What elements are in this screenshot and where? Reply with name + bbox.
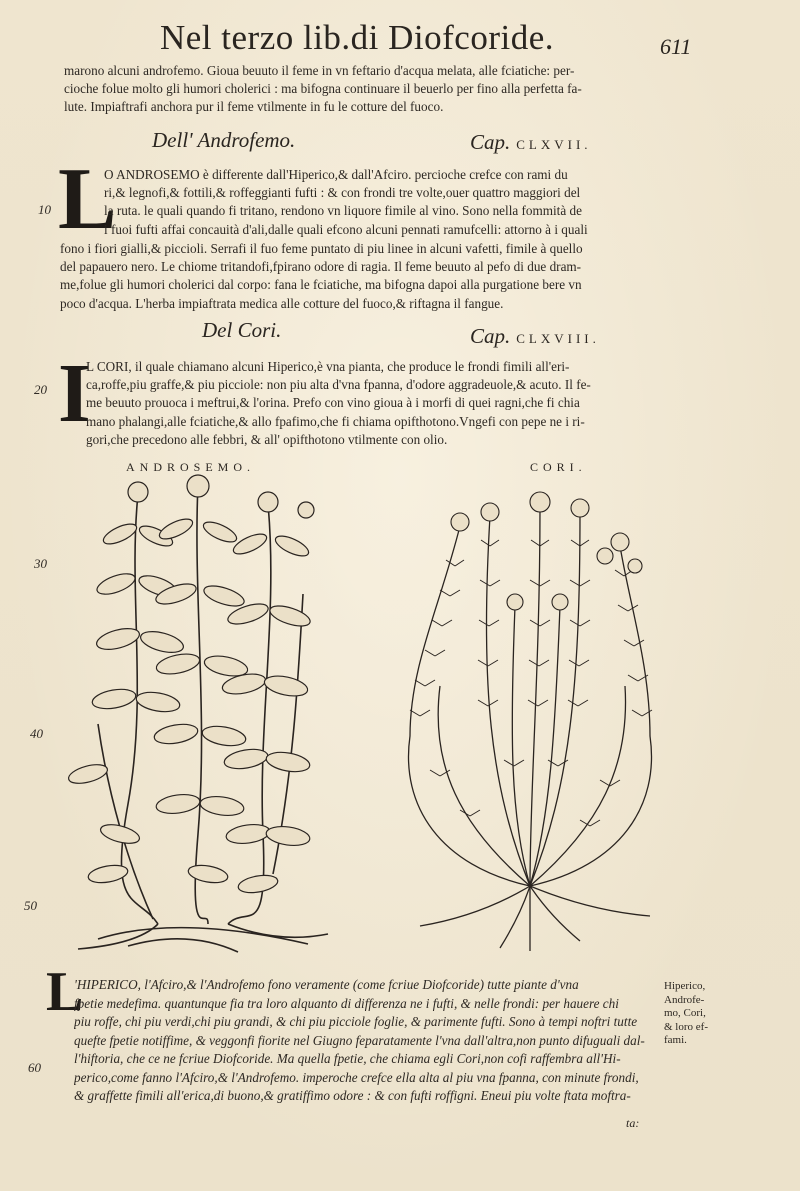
text-line: fono i fiori gialli,& piccioli. Serrafi il fuo feme puntato di piu linee in alcuni vafetti, fimile à quello	[60, 241, 583, 256]
chapter1-body-bottom	[60, 240, 684, 313]
chapter1-body-top	[104, 166, 684, 239]
text-line: L CORI, il quale chiamano alcuni Hiperico,è vna pianta, che produce le frondi fimili all'eri-	[86, 359, 570, 374]
sidenote-line: Androfe-	[664, 993, 705, 1006]
text-line: 'HIPERICO, l'Afciro,& l'Androfemo fono veramente (come fcriue Diofcoride) tutte piante d'vna	[74, 977, 579, 992]
text-line: me beuuto prouoca i meftrui,& l'orina. Prefo con vino gioua à i morfi di quei ragni,che fi chia	[86, 395, 580, 411]
sidenote-line: mo, Cori,	[664, 1007, 706, 1019]
cori-woodcut-illustration	[380, 486, 680, 956]
dropcap-commentary: L	[46, 961, 84, 1023]
cap-label: Cap.	[470, 130, 511, 154]
chapter-number-cori	[470, 324, 600, 349]
text-line: quefte fpetie notiffime, & veggonfi fiorite nel Giugno feparatamente l'vna dall'altra,non punto difuguali dal-	[74, 1032, 645, 1048]
margin-number: 20	[34, 382, 47, 397]
cap-roman: CLXVIII.	[516, 331, 600, 346]
margin-number: 10	[38, 202, 51, 217]
running-head: Nel terzo lib.di Diofcoride.	[160, 18, 555, 57]
chapter2-body	[86, 358, 684, 449]
text-line: cioche folue molto gli humori cholerici : ma bifogna continuare il beuerlo per fino alla perfetta fa-	[64, 81, 582, 97]
text-line: ca,roffe,piu graffe,& piu picciole: non piu alta d'vna fpanna, d'odore aggradeuole,& acuto. Il fe-	[86, 377, 591, 393]
text-line: perico,come fanno l'Afciro,& l'Androfemo. imperoche crefce ella alta al piu vna fpanna, con minute frondi,	[74, 1069, 639, 1085]
text-line: me,folue gli humori cholerici dal corpo: fana le fciatiche, ma bifogna dapoi alla purgatione bere vn	[60, 277, 582, 293]
text-line: mano phalangi,alle fciatiche,& allo fpafimo,che fi chiama opifthotono.Vngefi con pepe ne i ri-	[86, 413, 585, 429]
intro-paragraph	[64, 62, 686, 117]
sidenote-line: fami.	[664, 1034, 687, 1046]
text-line: l'hiftoria, che ce ne fcriue Diofcoride. Ma quella fpetie, che chiama egli Cori,non cofi raffembra all'Hi-	[74, 1051, 621, 1066]
sidenote-line: & loro ef-	[664, 1020, 708, 1033]
margin-number: 60	[28, 1060, 41, 1075]
text-line: del papauero nero. Le chiome tritandofi,fpirano odore di ragia. Il feme beuuto al pefo di due dram-	[60, 259, 582, 275]
dropcap-l: L	[58, 151, 117, 248]
folio-number: 611	[660, 34, 692, 59]
margin-number: 40	[30, 726, 43, 741]
text-line: O ANDROSEMO è differente dall'Hiperico,& dall'Afciro. percioche crefce con rami du	[104, 167, 568, 182]
text-line: gori,che precedono alle febbri, & all' opifthotono vtilmente con olio.	[86, 431, 448, 447]
cap-roman: CLXVII.	[516, 137, 592, 152]
chapter-title-cori: Del Cori.	[202, 318, 282, 342]
text-line: poco d'acqua. L'herba impiaftrata medica alle cotture del fuoco,& riftagna il fangue.	[60, 295, 504, 311]
text-line: piu roffe, chi piu verdi,chi piu grandi, & chi piu picciole foglie, & parimente fufti. Sono à tempi noftri tutte	[74, 1014, 638, 1029]
text-line: fpetie medefima. quantunque fia tra loro alquanto di differenza ne i fufti, & nelle frondi: per hauere chi	[74, 995, 619, 1011]
text-line: marono alcuni androfemo. Gioua beuuto il feme in vn feftario d'acqua melata, alle fciatiche: per-	[64, 63, 575, 78]
cap-label: Cap.	[470, 324, 511, 348]
dropcap-i: I	[58, 347, 91, 440]
androsemo-woodcut-illustration	[58, 474, 348, 964]
text-line: & graffette fimili all'erica,di buono,& gratiffimo odore : & con fufti roffigni. Eneui piu volte ftata moftra-	[74, 1088, 631, 1103]
text-line: lute. Impiaftrafi anchora pur il feme vtilmente in fu le cotture del fuoco.	[64, 99, 444, 115]
margin-number: 30	[34, 556, 47, 571]
chapter-number-androsemo	[470, 130, 592, 155]
margin-sidenote	[664, 980, 734, 1048]
margin-number: 50	[24, 898, 37, 913]
commentary-paragraph	[74, 976, 658, 1106]
text-line: i fuoi fufti affai concauità d'ali,dalle quali efcono alcuni pennati ramufcelli: attorno à i quali	[104, 221, 588, 237]
text-line: ri,& legnofi,& fottili,& roffeggianti fufti : & con frondi tre volte,ouer quattro maggiori del	[104, 185, 581, 201]
catchword: ta:	[626, 1116, 640, 1130]
chapter-title-androsemo: Dell' Androfemo.	[152, 128, 296, 152]
sidenote-line: Hiperico,	[664, 980, 706, 992]
caption-androsemo: ANDROSEMO.	[126, 460, 256, 474]
text-line: la ruta. le quali quando fi tritano, rendono vn liquore fimile al vino. Sono nella fommità de	[104, 203, 582, 219]
caption-cori: CORI.	[530, 460, 587, 474]
